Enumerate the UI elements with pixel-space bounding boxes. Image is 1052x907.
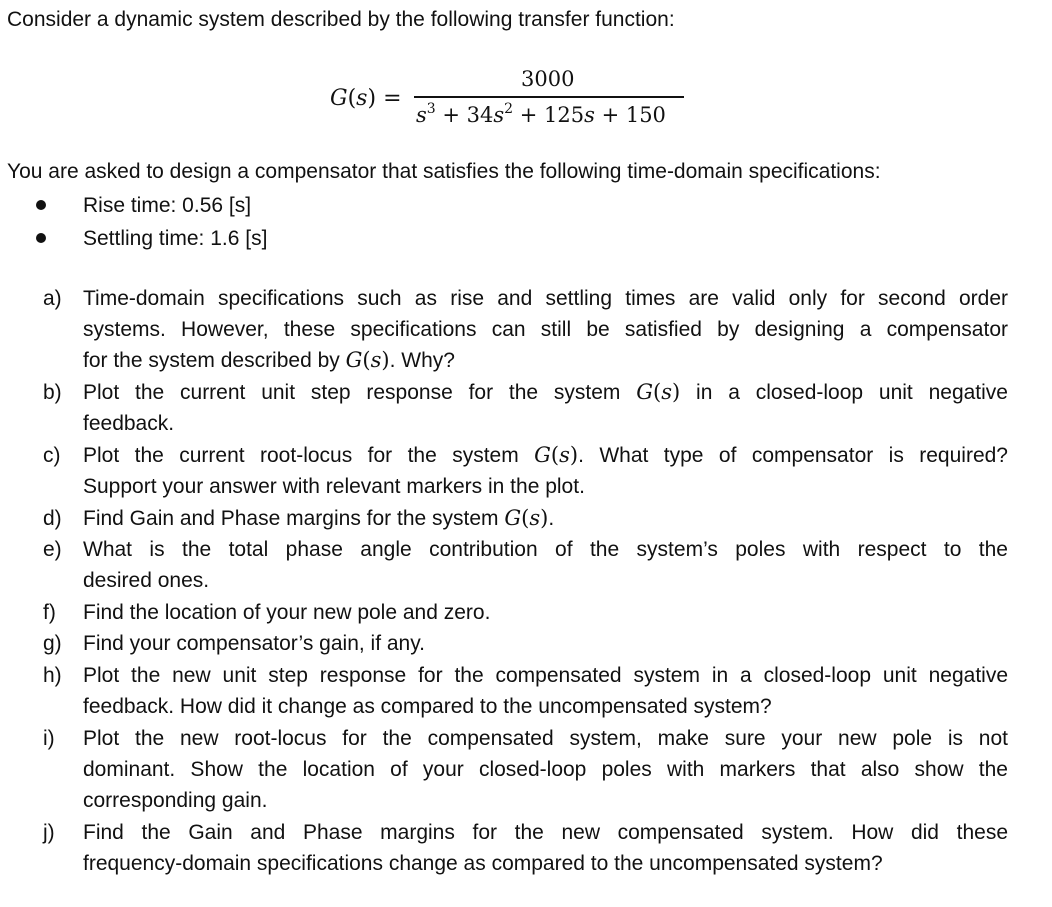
equation-denominator: $s^3 + 34s^2 + 125s + 150$	[416, 101, 666, 127]
equation-lhs: G(s) =	[330, 86, 402, 111]
equation-numerator: 3000	[521, 67, 575, 91]
intro-text: Consider a dynamic system described by the following transfer function:	[7, 8, 675, 31]
transfer-function-equation	[330, 64, 690, 128]
fraction-bar	[414, 96, 684, 98]
document-page: Consider a dynamic system described by the following transfer function: G(s) = 3000 $s^3 + 34s^2 + 125s + 150$ You are asked to design a compensator that satisfies the following time-domain specifications: Rise time: 0.56 [s] Settling time: 1.6 [s] a) Time-domain specifications such as rise and settling times are valid only for second order systems. However, these specifications can still be satisfied by designing a compensator for the system described by G(s). Why? b) Plot the current unit step response for the system G(s) in a closed-loop unit negative feedback. c) Plot the current root-locus for the system G(s). What type of compensator is required? Support your answer with relevant markers in the plot. d) Find Gain and Phase margins for the system G(s). e) What is the total phase angle contribution of the system’s poles with respect to the desired ones. f) Find the location of your new pole and zero. g) Find your compensator’s gain, if any. h) Plot the new unit step response for the compensated system in a closed-loop unit negative feedback. How did it change as compared to the uncompensated system? i) Plot the new root-locus for the compensated system, make sure your new pole is not dominant. Show the location of your closed-loop poles with markers that also show the corresponding gain. j) Find the Gain and Phase margins for the new compensated system. How did these frequency-domain specifications change as compared to the uncompensated system?	[7, 8, 1008, 875]
spec-intro-text: You are asked to design a compensator that satisfies the following time-domain specifications:	[7, 160, 881, 183]
bullet-dot	[36, 233, 46, 243]
bullet-dot	[36, 200, 46, 210]
